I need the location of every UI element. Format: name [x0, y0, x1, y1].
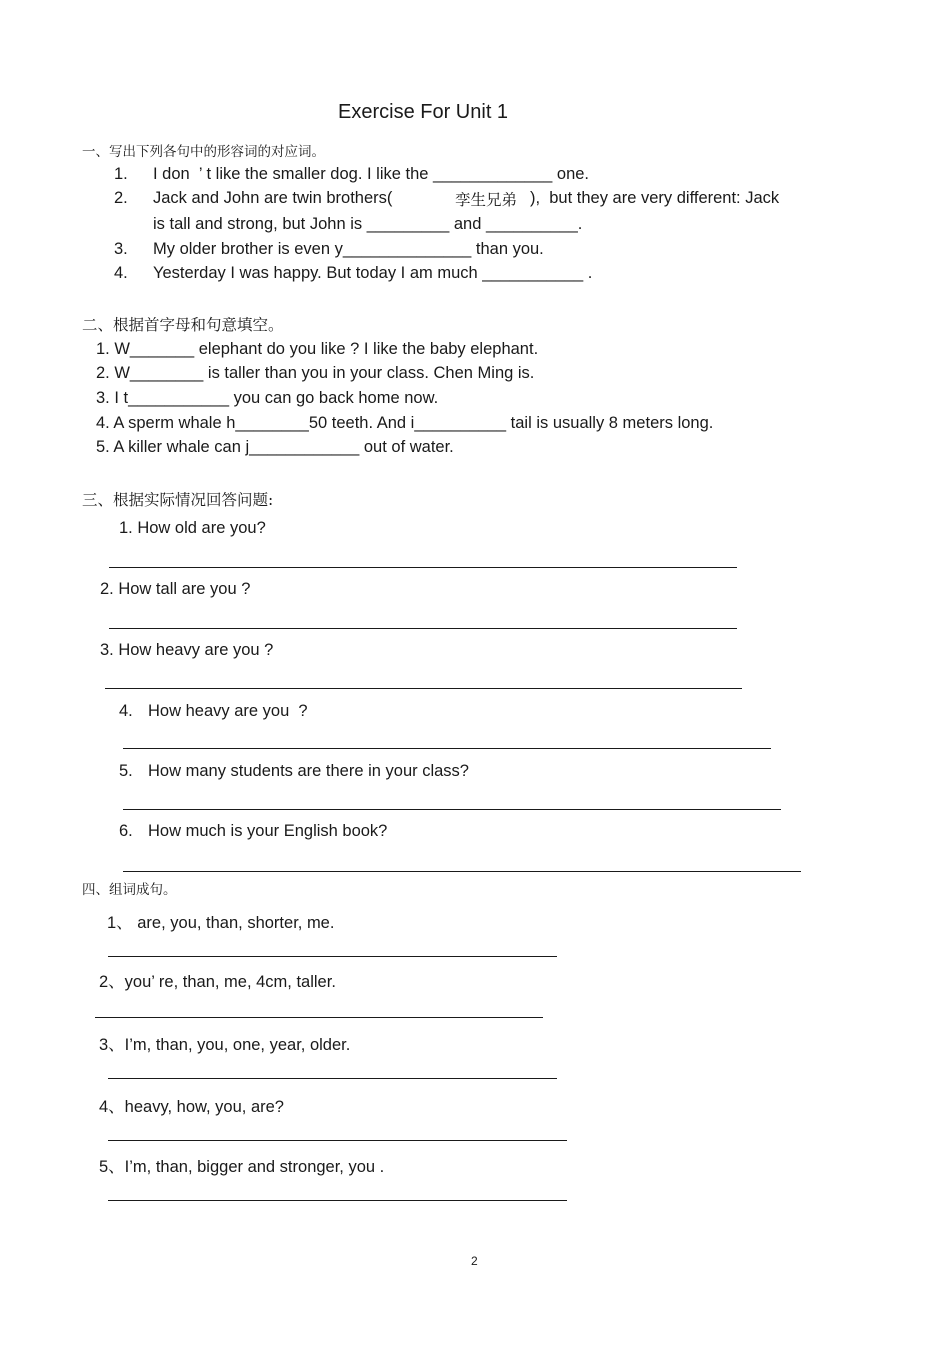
s3-answer-line2[interactable]: [109, 628, 737, 629]
section2-heading: 二、根据首字母和句意填空。: [82, 316, 284, 334]
s4-item2: 2、you’ re, than, me, 4cm, taller.: [99, 973, 336, 991]
page-number: 2: [471, 1254, 478, 1268]
s1-item4-text: Yesterday I was happy. But today I am much ___________ .: [153, 264, 593, 282]
s3-question1: 1. How old are you?: [119, 519, 266, 537]
s3-question4-number: 4.: [119, 702, 133, 720]
section4-heading: 四、组词成句。: [82, 882, 177, 898]
s2-item5: 5. A killer whale can j____________ out of water.: [96, 438, 454, 456]
s2-item1: 1. W_______ elephant do you like ? I like the baby elephant.: [96, 340, 539, 358]
s4-answer-line5[interactable]: [108, 1200, 567, 1201]
s3-question4: How heavy are you ?: [148, 702, 308, 720]
s4-item3: 3、I’m, than, you, one, year, older.: [99, 1036, 351, 1054]
s2-item3: 3. I t___________ you can go back home now.: [96, 389, 439, 407]
s1-item2-text-a: Jack and John are twin brothers(: [153, 189, 393, 207]
s4-answer-line1[interactable]: [108, 956, 557, 957]
s4-answer-line2[interactable]: [95, 1017, 543, 1018]
s4-item1: 1、 are, you, than, shorter, me.: [107, 914, 335, 932]
section3-heading: 三、根据实际情况回答问题:: [82, 491, 274, 509]
s2-item4: 4. A sperm whale h________50 teeth. And i__________ tail is usually 8 meters long.: [96, 414, 714, 432]
s1-item2-number: 2.: [114, 189, 128, 207]
s1-item2-chinese: 孪生兄弟: [455, 191, 518, 209]
s3-answer-line1[interactable]: [109, 567, 737, 568]
s3-answer-line6[interactable]: [123, 871, 801, 872]
s3-question2: 2. How tall are you ?: [100, 580, 251, 598]
s1-item3-number: 3.: [114, 240, 128, 258]
s2-item2: 2. W________ is taller than you in your class. Chen Ming is.: [96, 364, 535, 382]
s1-item1-text: I don ’ t like the smaller dog. I like the _____________ one.: [153, 165, 590, 183]
s1-item4-number: 4.: [114, 264, 128, 282]
s4-answer-line3[interactable]: [108, 1078, 557, 1079]
s3-question5: How many students are there in your class?: [148, 762, 469, 780]
s3-answer-line4[interactable]: [123, 748, 771, 749]
page-title: Exercise For Unit 1: [338, 101, 509, 123]
s4-item4: 4、heavy, how, you, are?: [99, 1098, 284, 1116]
section1-heading: 一、写出下列各句中的形容词的对应词。: [82, 144, 325, 160]
s3-answer-line5[interactable]: [123, 809, 781, 810]
s1-item2-text-c: is tall and strong, but John is _________ and __________.: [153, 215, 583, 233]
s4-answer-line4[interactable]: [108, 1140, 567, 1141]
s3-question6-number: 6.: [119, 822, 133, 840]
s1-item2-text-b: ), but they are very different: Jack: [530, 189, 780, 207]
s1-item1-number: 1.: [114, 165, 128, 183]
s3-question3: 3. How heavy are you ?: [100, 641, 274, 659]
s4-item5: 5、I’m, than, bigger and stronger, you .: [99, 1158, 385, 1176]
s3-answer-line3[interactable]: [105, 688, 742, 689]
s3-question5-number: 5.: [119, 762, 133, 780]
s1-item3-text: My older brother is even y______________ than you.: [153, 240, 544, 258]
s3-question6: How much is your English book?: [148, 822, 388, 840]
